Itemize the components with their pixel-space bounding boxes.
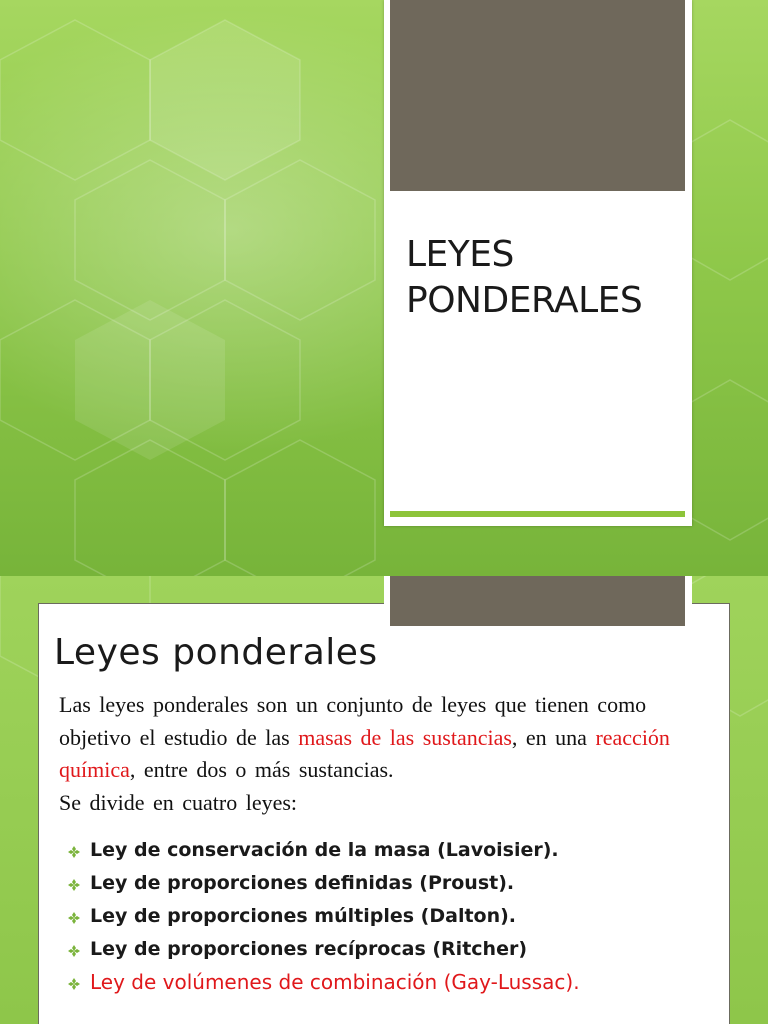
list-item-text: Ley de proporciones recíprocas (Ritcher) bbox=[90, 938, 528, 960]
diamond-bullet-icon bbox=[68, 912, 80, 924]
list-item bbox=[68, 966, 580, 999]
slide-title-line1: LEYES bbox=[406, 234, 514, 275]
list-item-text: Ley de volúmenes de combinación (Gay-Lussac). bbox=[90, 970, 580, 994]
paragraph-text-1: Las leyes ponderales son un conjunto de leyes que tienen como objetivo el estudio de las bbox=[59, 692, 647, 750]
paragraph-text-3: , entre dos o más sustancias. bbox=[129, 757, 394, 782]
dark-block bbox=[390, 576, 685, 626]
diamond-bullet-icon bbox=[68, 846, 80, 858]
content-slide bbox=[0, 576, 768, 1024]
title-card bbox=[384, 0, 692, 526]
list-item bbox=[68, 933, 580, 966]
diamond-bullet-icon bbox=[68, 978, 80, 990]
title-accent-line bbox=[390, 511, 685, 517]
intro-paragraph bbox=[59, 689, 699, 819]
highlight-reaccion: reacción química bbox=[59, 724, 670, 782]
paragraph-text-4: Se divide en cuatro leyes: bbox=[59, 789, 298, 815]
content-card-dark-tab bbox=[384, 576, 692, 628]
laws-list bbox=[68, 834, 580, 999]
list-item bbox=[68, 834, 580, 867]
list-item bbox=[68, 900, 580, 933]
list-item-text: Ley de proporciones múltiples (Dalton). bbox=[90, 905, 517, 927]
content-heading: Leyes ponderales bbox=[54, 632, 378, 673]
diamond-bullet-icon bbox=[68, 945, 80, 957]
title-card-dark-block bbox=[390, 0, 685, 191]
highlight-masas: masas de las sustancias bbox=[298, 724, 512, 750]
list-item bbox=[68, 867, 580, 900]
slide-title-line2: PONDERALES bbox=[406, 280, 643, 321]
paragraph-text-2: , en una bbox=[511, 724, 596, 750]
slide-title bbox=[406, 232, 686, 324]
list-item-text: Ley de proporciones definidas (Proust). bbox=[90, 872, 515, 894]
list-item-text: Ley de conservación de la masa (Lavoisier). bbox=[90, 839, 559, 861]
diamond-bullet-icon bbox=[68, 879, 80, 891]
